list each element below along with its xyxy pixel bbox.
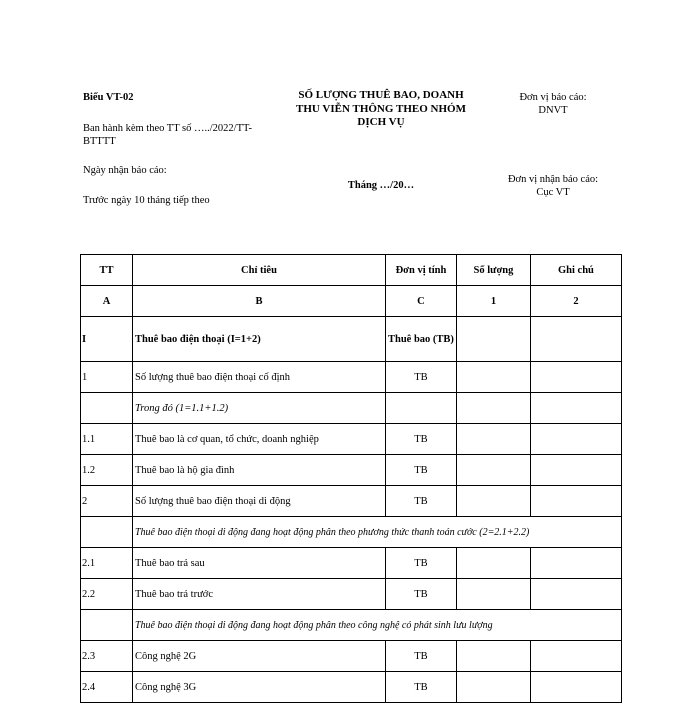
row-indicator: Công nghệ 3G	[133, 672, 386, 703]
row-quantity[interactable]	[456, 424, 530, 455]
table-code-row	[81, 286, 622, 317]
table-row	[81, 579, 622, 610]
row-tt: I	[81, 317, 133, 362]
row-note[interactable]	[530, 486, 621, 517]
row-note[interactable]	[530, 548, 621, 579]
row-unit	[386, 393, 457, 424]
header-note: Ghi chú	[530, 255, 621, 286]
row-note[interactable]	[530, 579, 621, 610]
receiving-unit-label: Đơn vị nhận báo cáo:	[507, 174, 599, 185]
row-indicator: Thuê bao trả trước	[133, 579, 386, 610]
code-note: 2	[530, 286, 621, 317]
table-row	[81, 393, 622, 424]
row-indicator: Thuê bao trả sau	[133, 548, 386, 579]
reporting-unit-value: DNVT	[538, 105, 568, 116]
form-code: Biểu VT-02	[83, 92, 134, 103]
report-table	[80, 254, 622, 703]
row-quantity[interactable]	[456, 317, 530, 362]
table-row	[81, 486, 622, 517]
row-unit: TB	[386, 672, 457, 703]
receiving-unit	[500, 173, 606, 199]
row-indicator: Số lượng thuê bao điện thoại cố định	[133, 362, 386, 393]
table-row	[81, 455, 622, 486]
table-row	[81, 548, 622, 579]
row-note[interactable]	[530, 455, 621, 486]
row-unit: TB	[386, 486, 457, 517]
row-tt: 2.3	[81, 641, 133, 672]
code-unit: C	[386, 286, 457, 317]
row-tt: 1	[81, 362, 133, 393]
row-note[interactable]	[530, 672, 621, 703]
table-row	[81, 641, 622, 672]
row-indicator: Số lượng thuê bao điện thoại di động	[133, 486, 386, 517]
row-indicator: Thuê bao điện thoại (I=1+2)	[133, 317, 386, 362]
row-tt: 2.1	[81, 548, 133, 579]
row-indicator: Thuê bao điện thoại di động đang hoạt động phân theo công nghệ có phát sinh lưu lượng	[133, 610, 622, 641]
row-note[interactable]	[530, 393, 621, 424]
row-unit: TB	[386, 641, 457, 672]
issued-with: Ban hành kèm theo TT số …../2022/TT-BTTTT	[83, 123, 252, 147]
row-tt	[81, 610, 133, 641]
row-note[interactable]	[530, 424, 621, 455]
header-tt: TT	[81, 255, 133, 286]
row-quantity[interactable]	[456, 579, 530, 610]
row-quantity[interactable]	[456, 486, 530, 517]
table-row	[81, 610, 622, 641]
row-indicator: Thuê bao điện thoại di động đang hoạt động phân theo phương thức thanh toán cước (2=2.1+2.2)	[133, 517, 622, 548]
table-row	[81, 424, 622, 455]
row-indicator: Thuê bao là cơ quan, tổ chức, doanh nghiệp	[133, 424, 386, 455]
row-tt: 1.1	[81, 424, 133, 455]
row-unit: TB	[386, 424, 457, 455]
row-indicator: Trong đó (1=1.1+1.2)	[133, 393, 386, 424]
row-unit: TB	[386, 455, 457, 486]
row-tt	[81, 393, 133, 424]
row-indicator: Công nghệ 2G	[133, 641, 386, 672]
row-quantity[interactable]	[456, 362, 530, 393]
received-date-label: Ngày nhận báo cáo:	[83, 165, 167, 176]
row-quantity[interactable]	[456, 548, 530, 579]
table-row	[81, 672, 622, 703]
row-unit: TB	[386, 548, 457, 579]
table-row	[81, 362, 622, 393]
code-indicator: B	[133, 286, 386, 317]
row-tt: 2.2	[81, 579, 133, 610]
row-note[interactable]	[530, 317, 621, 362]
code-quantity: 1	[456, 286, 530, 317]
table-header-row	[81, 255, 622, 286]
row-note[interactable]	[530, 362, 621, 393]
row-quantity[interactable]	[456, 641, 530, 672]
table-row	[81, 317, 622, 362]
row-unit: Thuê bao (TB)	[386, 317, 457, 362]
row-quantity[interactable]	[456, 672, 530, 703]
table-row	[81, 517, 622, 548]
row-unit: TB	[386, 362, 457, 393]
row-quantity[interactable]	[456, 455, 530, 486]
header-indicator: Chỉ tiêu	[133, 255, 386, 286]
receiving-unit-value: Cục VT	[536, 187, 570, 198]
report-title: SỐ LƯỢNG THUÊ BAO, DOANH THU VIỄN THÔNG THEO NHÓM DỊCH VỤ	[296, 89, 466, 128]
row-tt: 2.4	[81, 672, 133, 703]
row-indicator: Thuê bao là hộ gia đình	[133, 455, 386, 486]
header-quantity: Số lượng	[456, 255, 530, 286]
code-tt: A	[81, 286, 133, 317]
deadline: Trước ngày 10 tháng tiếp theo	[83, 195, 210, 206]
row-note[interactable]	[530, 641, 621, 672]
row-tt: 1.2	[81, 455, 133, 486]
reporting-unit	[500, 91, 606, 117]
reporting-unit-label: Đơn vị báo cáo:	[519, 92, 587, 103]
row-quantity[interactable]	[456, 393, 530, 424]
header-unit: Đơn vị tính	[386, 255, 457, 286]
row-unit: TB	[386, 579, 457, 610]
report-period: Tháng …/20…	[347, 180, 415, 191]
row-tt: 2	[81, 486, 133, 517]
row-tt	[81, 517, 133, 548]
